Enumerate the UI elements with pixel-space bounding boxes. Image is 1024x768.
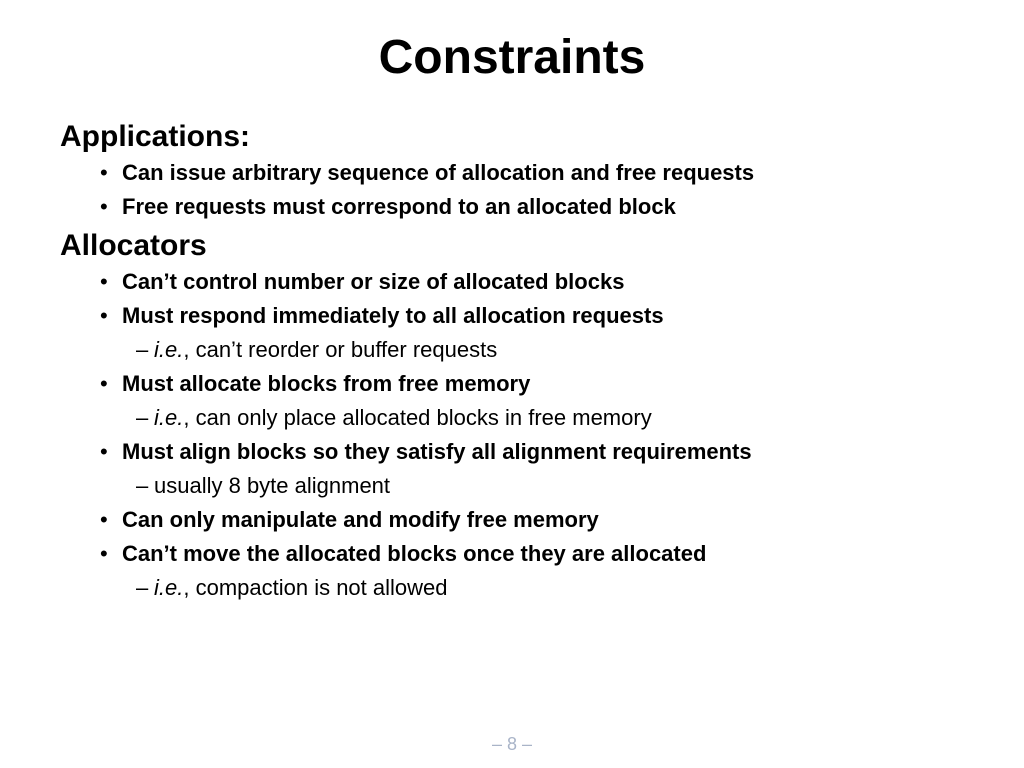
bullet-list-applications [60,156,980,224]
list-item [60,265,980,299]
list-item [60,503,980,537]
bullet-text: Can issue arbitrary sequence of allocation and free requests [122,160,755,185]
bullet-symbol: • [100,303,108,328]
bullet-text: Must align blocks so they satisfy all alignment requirements [122,439,752,464]
section-heading-applications: Applications: [60,120,251,153]
bullet-text: Must allocate blocks from free memory [122,371,531,396]
section-heading-allocators: Allocators [60,229,207,262]
dash-symbol: – [136,405,149,430]
sub-item-text: , can only place allocated blocks in free memory [183,405,652,430]
slide-title: Constraints [378,31,646,84]
list-item [60,367,980,401]
list-item [60,537,980,571]
list-item [60,156,980,190]
list-item [60,190,980,224]
bullet-text: Can only manipulate and modify free memory [122,507,599,532]
list-item [60,299,980,333]
dash-symbol: – [136,473,149,498]
bullet-text: Can’t control number or size of allocated blocks [122,269,625,294]
ie-abbreviation: i.e. [154,405,184,430]
bullet-symbol: • [100,507,108,532]
sub-item-text: , can’t reorder or buffer requests [183,337,498,362]
bullet-text: Free requests must correspond to an allocated block [122,194,676,219]
ie-abbreviation: i.e. [154,575,184,600]
sub-item-text: usually 8 byte alignment [154,473,391,498]
sub-list-item [60,571,980,605]
slide-content [60,118,980,605]
dash-symbol: – [136,575,149,600]
bullet-text: Can’t move the allocated blocks once they are allocated [122,541,707,566]
page-number: – 8 – [491,734,533,754]
bullet-symbol: • [100,269,108,294]
bullet-symbol: • [100,194,108,219]
ie-abbreviation: i.e. [154,337,184,362]
dash-symbol: – [136,337,149,362]
sub-list-item [60,401,980,435]
bullet-symbol: • [100,160,108,185]
sub-item-text: , compaction is not allowed [183,575,448,600]
bullet-symbol: • [100,371,108,396]
bullet-text: Must respond immediately to all allocation requests [122,303,664,328]
list-item [60,435,980,469]
sub-list-item [60,469,980,503]
sub-list-item [60,333,980,367]
bullet-symbol: • [100,541,108,566]
bullet-symbol: • [100,439,108,464]
bullet-list-allocators [60,265,980,605]
